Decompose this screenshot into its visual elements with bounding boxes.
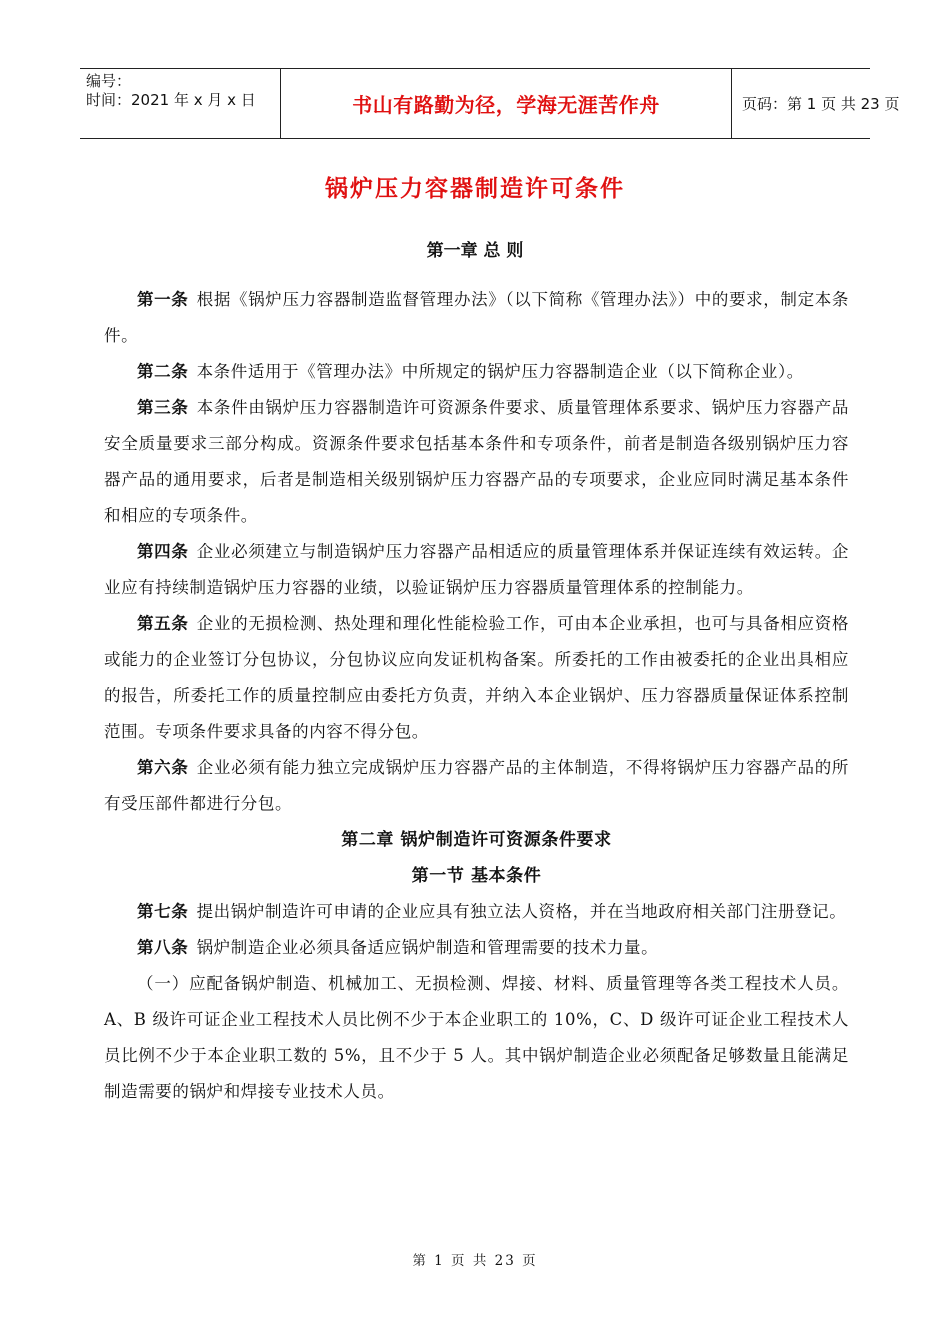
- header-motto-cell: [280, 69, 732, 138]
- motto: 书山有路勤为径，学海无涯苦作舟: [352, 93, 660, 117]
- article-6: [104, 750, 849, 822]
- number-label: 编号：: [86, 72, 132, 90]
- time-label: 时间：2021 年 x 月 x 日: [86, 91, 256, 109]
- chapter-2-heading: 第二章 锅炉制造许可资源条件要求: [341, 830, 612, 850]
- page-header: [80, 68, 900, 139]
- article-label: 第三条: [137, 398, 189, 417]
- article-text: 提出锅炉制造许可申请的企业应具有独立法人资格，并在当地政府相关部门注册登记。: [196, 902, 847, 921]
- document-body: [104, 282, 849, 1110]
- article-text: 本条件由锅炉压力容器制造许可资源条件要求、质量管理体系要求、锅炉压力容器产品安全质量要求三部分构成。资源条件要求包括基本条件和专项条件，前者是制造各级别锅炉压力容器产品的通用要求，后者是制造相关级别锅炉压力容器产品的专项要求，企业应同时满足基本条件和相应的专项条件。: [104, 398, 849, 525]
- article-3: [104, 390, 849, 534]
- header-meta: [80, 69, 280, 138]
- article-7: [104, 894, 849, 930]
- article-text: 企业必须建立与制造锅炉压力容器产品相适应的质量管理体系并保证连续有效运转。企业应有持续制造锅炉压力容器的业绩，以验证锅炉压力容器质量管理体系的控制能力。: [104, 542, 849, 597]
- article-8: [104, 930, 849, 966]
- article-text: 本条件适用于《管理办法》中所规定的锅炉压力容器制造企业（以下简称企业）。: [196, 362, 804, 381]
- document-title: 锅炉压力容器制造许可条件: [325, 176, 625, 202]
- page-footer: 第 1 页 共 23 页: [412, 1253, 538, 1269]
- header-page-info: 页码：第 1 页 共 23 页: [742, 95, 900, 113]
- article-label: 第七条: [137, 902, 189, 921]
- section-1-heading: 第一节 基本条件: [411, 866, 542, 886]
- article-text: 锅炉制造企业必须具备适应锅炉制造和管理需要的技术力量。: [196, 938, 659, 957]
- article-label: 第五条: [137, 614, 189, 633]
- item-1: （一）应配备锅炉制造、机械加工、无损检测、焊接、材料、质量管理等各类工程技术人员。A、B 级许可证企业工程技术人员比例不少于本企业职工的 10%，C、D 级许可证企业工程技术人员比例不少于本企业职工数的 5%，且不少于 5 人。其中锅炉制造企业必须配备足够数量且能满足制造需要的锅炉和焊接专业技术人员。: [104, 974, 849, 1101]
- article-label: 第六条: [137, 758, 189, 777]
- article-2: [104, 354, 849, 390]
- article-4: [104, 534, 849, 606]
- article-label: 第一条: [137, 290, 189, 309]
- article-text: 企业的无损检测、热处理和理化性能检验工作，可由本企业承担，也可与具备相应资格或能力的企业签订分包协议，分包协议应向发证机构备案。所委托的工作由被委托的企业出具相应的报告，所委托工作的质量控制应由委托方负责，并纳入本企业锅炉、压力容器质量保证体系控制范围。专项条件要求具备的内容不得分包。: [104, 614, 849, 741]
- article-5: [104, 606, 849, 750]
- article-1: [104, 282, 849, 354]
- article-text: 根据《锅炉压力容器制造监督管理办法》（以下简称《管理办法》）中的要求，制定本条件。: [104, 290, 849, 345]
- article-label: 第四条: [137, 542, 189, 561]
- article-text: 企业必须有能力独立完成锅炉压力容器产品的主体制造，不得将锅炉压力容器产品的所有受压部件都进行分包。: [104, 758, 849, 813]
- article-label: 第二条: [137, 362, 189, 381]
- article-label: 第八条: [137, 938, 189, 957]
- chapter-1-heading: 第一章 总 则: [426, 241, 524, 261]
